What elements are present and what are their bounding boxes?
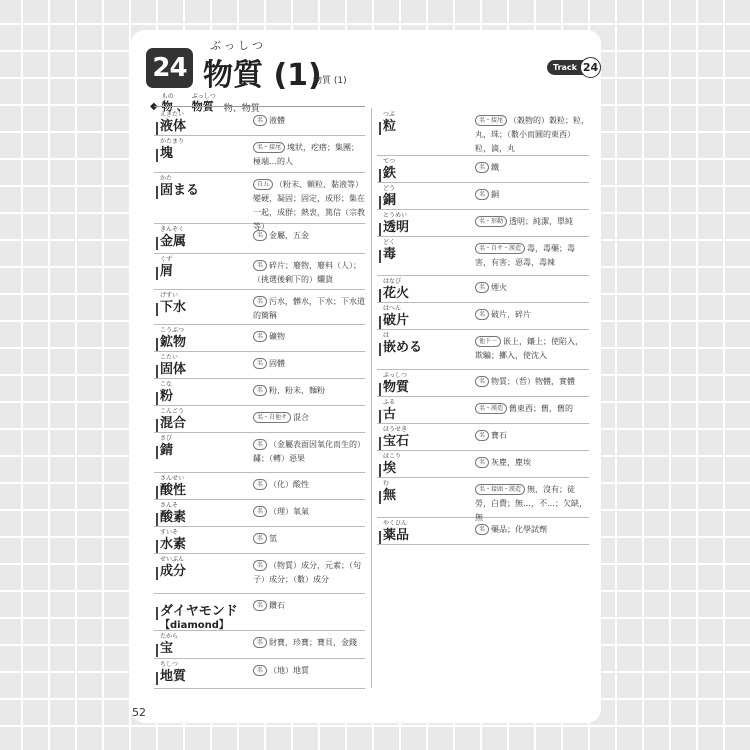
- part-of-speech-tag: 名: [475, 162, 489, 173]
- vocab-entry: [377, 155, 589, 183]
- entry-word: 固体: [160, 362, 187, 377]
- entry-meaning-text: （穀物的）穀粒；粒，丸，珠；（數小而圓的東西）粒，滴，丸: [475, 116, 590, 153]
- entry-ruby: こたい: [160, 354, 179, 361]
- entry-meaning-text: （物質）成分，元素；（句子）成分；（數）成分: [253, 561, 362, 584]
- entry-word: 固まる: [160, 183, 200, 198]
- entry-ruby: えきたい: [160, 111, 185, 118]
- vocab-entry: [154, 405, 365, 433]
- entry-headword: [160, 327, 186, 350]
- entry-meaning-text: （化）酸性: [269, 480, 310, 489]
- entry-headword: [160, 111, 186, 134]
- entry-meaning-text: 透明；純潔，單純: [509, 217, 574, 226]
- part-of-speech-tag: 名: [253, 358, 267, 369]
- entry-headword: [160, 633, 178, 656]
- entry-word: 液体: [160, 119, 187, 134]
- entry-meaning: [253, 438, 365, 466]
- vocab-entry: [154, 351, 365, 379]
- entry-meaning-text: 破片，碎片: [491, 310, 532, 319]
- entry-headword: [383, 453, 401, 476]
- entry-word: 屑: [160, 264, 174, 279]
- entry-word: 混合: [160, 416, 187, 431]
- entry-meaning: [253, 384, 365, 398]
- entry-headword: [383, 399, 396, 422]
- entry-marker: [156, 122, 158, 135]
- entry-headword: [160, 408, 186, 431]
- entry-word: 物質: [383, 380, 410, 395]
- entry-word: 酸素: [160, 510, 187, 525]
- entry-headword: [383, 278, 409, 301]
- entry-meaning-text: 鑽石: [269, 601, 286, 610]
- entry-meaning-text: 污水，髒水，下水；下水道的簡稱: [253, 297, 366, 320]
- entry-word: 鉱物: [160, 335, 187, 350]
- entry-headword: [383, 520, 409, 543]
- vocab-entry: [377, 477, 589, 522]
- part-of-speech-tag: 名・形動: [475, 216, 507, 227]
- entry-meaning-text: 物質；（哲）物體，實體: [491, 377, 576, 386]
- entry-headword: [160, 354, 186, 377]
- vocab-entry: [154, 499, 365, 527]
- vocab-entry: [154, 432, 365, 473]
- entry-meaning-text: 碎片；廢物，廢料（人）；（挑選後剩下的）爛貨: [253, 261, 362, 284]
- entry-ruby: ぶっしつ: [383, 372, 408, 379]
- entry-meaning: [253, 636, 365, 650]
- part-of-speech-tag: 名・漢造: [475, 403, 507, 414]
- part-of-speech-tag: 自五: [253, 179, 273, 190]
- entry-ruby: さんそ: [160, 502, 179, 509]
- vocab-entry: [377, 275, 589, 303]
- entry-headword: [160, 138, 184, 161]
- entry-ruby: かたまり: [160, 138, 185, 145]
- entry-headword: [383, 372, 409, 395]
- part-of-speech-tag: 名: [253, 230, 267, 241]
- entry-marker: [156, 540, 158, 553]
- entry-ruby: は: [383, 332, 390, 339]
- part-of-speech-tag: 名: [253, 331, 267, 342]
- entry-word: 水素: [160, 537, 187, 552]
- entry-ruby: さび: [160, 435, 173, 442]
- vocab-entry: [154, 630, 365, 659]
- part-of-speech-tag: 名・自サ・漢造: [475, 243, 525, 254]
- entry-meaning: [253, 532, 365, 546]
- entry-ruby: かた: [160, 175, 173, 182]
- entry-meaning: [253, 411, 365, 425]
- entry-headword: [160, 226, 186, 249]
- entry-marker: [379, 169, 381, 182]
- entry-word: 破片: [383, 313, 410, 328]
- entry-word: 古: [383, 407, 397, 422]
- entry-word: 下水: [160, 300, 187, 315]
- entry-ruby: こうぶつ: [160, 327, 185, 334]
- entry-meaning-text: 毒，毒藥；毒害，有害；惡毒，毒辣: [475, 244, 576, 267]
- entry-marker: [156, 567, 158, 580]
- section-word-text: 物質: [191, 100, 214, 113]
- entry-meaning: [253, 114, 365, 128]
- entry-headword: [383, 480, 396, 503]
- entry-ruby: やくひん: [383, 520, 408, 527]
- entry-ruby: [160, 596, 238, 604]
- entry-marker: [379, 410, 381, 423]
- entry-marker: [156, 513, 158, 526]
- vocab-entry: [377, 369, 589, 397]
- vocab-entry: [154, 108, 365, 136]
- part-of-speech-tag: 名: [475, 189, 489, 200]
- entry-word: 透明: [383, 220, 410, 235]
- title-ruby: ぶっしつ: [210, 39, 266, 52]
- vocab-entry: [154, 253, 365, 290]
- entry-meaning: [253, 229, 365, 243]
- entry-marker: [379, 196, 381, 209]
- entry-ruby: ちしつ: [160, 661, 179, 668]
- entry-meaning-text: 嵌上，鑲上；使陷入，欺騙；擲入，使沈入: [475, 337, 584, 360]
- entry-ruby: こんごう: [160, 408, 185, 415]
- entry-meaning: [253, 599, 365, 613]
- entry-meaning-text: 固體: [269, 359, 286, 368]
- entry-meaning-text: 財寶，珍寶；寶貝，金錢: [269, 638, 358, 647]
- entry-ruby: ほうせき: [383, 426, 408, 433]
- entry-word-origin: 【diamond】: [160, 620, 229, 631]
- part-of-speech-tag: 名・接尾: [475, 115, 507, 126]
- entry-meaning-text: 藥品；化學試劑: [491, 525, 548, 534]
- entry-meaning-text: 礦物: [269, 332, 286, 341]
- entry-ruby: はなび: [383, 278, 402, 285]
- entry-ruby: ほこり: [383, 453, 402, 460]
- entry-meaning: [253, 259, 365, 287]
- part-of-speech-tag: 名: [253, 560, 267, 571]
- part-of-speech-tag: 名: [253, 439, 267, 450]
- entry-headword: [160, 292, 186, 315]
- entry-headword: [383, 158, 396, 181]
- entry-meaning-text: 灰塵，塵埃: [491, 458, 532, 467]
- vocab-entry: [154, 658, 365, 689]
- part-of-speech-tag: 名: [475, 524, 489, 535]
- entry-meaning-text: 氫: [269, 534, 278, 543]
- part-of-speech-tag: 名: [475, 376, 489, 387]
- entry-meaning: [475, 308, 589, 322]
- entry-marker: [379, 464, 381, 477]
- entry-ruby: つぶ: [383, 111, 396, 118]
- part-of-speech-tag: 名: [253, 637, 267, 648]
- chapter-number: 24: [146, 48, 193, 88]
- entry-headword: [160, 596, 238, 633]
- entry-headword: [160, 502, 186, 525]
- entry-marker: [156, 149, 158, 162]
- section-word-ruby: もの: [161, 93, 174, 100]
- entry-marker: [379, 531, 381, 544]
- entry-ruby: とうめい: [383, 212, 408, 219]
- part-of-speech-tag: 名: [253, 533, 267, 544]
- entry-marker: [156, 672, 158, 685]
- entry-headword: [383, 185, 396, 208]
- part-of-speech-tag: 名: [475, 430, 489, 441]
- entry-headword: [160, 256, 173, 279]
- entry-meaning: [253, 505, 365, 519]
- entry-marker: [156, 392, 158, 405]
- entry-headword: [160, 475, 186, 498]
- track-badge: [547, 59, 601, 76]
- entry-ruby: すいそ: [160, 529, 179, 536]
- entry-ruby: どう: [383, 185, 396, 192]
- part-of-speech-tag: 名: [253, 665, 267, 676]
- entry-marker: [379, 122, 381, 135]
- entry-meaning: [253, 664, 365, 678]
- entry-meaning: [475, 402, 589, 416]
- part-of-speech-tag: 名: [253, 479, 267, 490]
- entry-word: 無: [383, 488, 397, 503]
- entry-word: 粉: [160, 389, 174, 404]
- entry-ruby: こな: [160, 381, 173, 388]
- entry-meaning-text: （理）氧氣: [269, 507, 310, 516]
- entry-word: ダイヤモンド: [160, 604, 238, 619]
- vocab-entry: [377, 423, 589, 451]
- entry-meaning-text: （金屬表面因氧化而生的）鏽；（轉）惡果: [253, 440, 366, 463]
- entry-ruby: どく: [383, 239, 396, 246]
- entry-marker: [379, 383, 381, 396]
- entry-meaning: [475, 281, 589, 295]
- entry-marker: [156, 419, 158, 432]
- entry-meaning: [475, 242, 589, 270]
- entry-meaning: [253, 478, 365, 492]
- column-divider: [371, 108, 372, 688]
- page-number: 52: [132, 706, 146, 719]
- entry-meaning-text: 混合: [293, 413, 310, 422]
- part-of-speech-tag: 名・接尾: [253, 142, 285, 153]
- entry-marker: [156, 365, 158, 378]
- entry-word: 成分: [160, 564, 187, 579]
- entry-marker: [156, 303, 158, 316]
- entry-word: 嵌める: [383, 340, 423, 355]
- entry-ruby: ふる: [383, 399, 396, 406]
- entry-ruby: きんぞく: [160, 226, 185, 233]
- entry-marker: [156, 237, 158, 250]
- part-of-speech-tag: 他下一: [475, 336, 501, 347]
- entry-word: 薬品: [383, 528, 410, 543]
- part-of-speech-tag: 名: [253, 600, 267, 611]
- entry-headword: [160, 175, 199, 198]
- entry-marker: [379, 250, 381, 263]
- entry-meaning-text: 粉，粉末，麵粉: [269, 386, 326, 395]
- entry-word: 宝石: [383, 434, 410, 449]
- entry-word: 塊: [160, 146, 174, 161]
- entry-meaning-text: （地）地質: [269, 666, 310, 675]
- entry-meaning-text: 鐵: [491, 163, 500, 172]
- entry-meaning: [475, 429, 589, 443]
- section-word-text: 物: [161, 100, 173, 113]
- entry-meaning: [475, 456, 589, 470]
- entry-ruby: くず: [160, 256, 173, 263]
- entry-marker: [379, 316, 381, 329]
- vocab-entry: [377, 209, 589, 237]
- entry-word: 宝: [160, 641, 174, 656]
- entry-marker: [156, 338, 158, 351]
- part-of-speech-tag: 名: [475, 309, 489, 320]
- entry-marker: [379, 223, 381, 236]
- entry-headword: [383, 239, 396, 262]
- entry-headword: [160, 556, 186, 579]
- entry-marker: [379, 437, 381, 450]
- part-of-speech-tag: 名: [475, 457, 489, 468]
- part-of-speech-tag: 名: [253, 260, 267, 271]
- entry-headword: [160, 381, 173, 404]
- section-separator: 、: [176, 100, 188, 113]
- entry-headword: [383, 212, 409, 235]
- entry-marker: [156, 607, 158, 620]
- entry-marker: [379, 343, 381, 356]
- entry-meaning-text: 寶石: [491, 431, 508, 440]
- entry-meaning-text: 金屬，五金: [269, 231, 310, 240]
- entry-meaning-text: 舊東西；舊，舊的: [509, 404, 574, 413]
- entry-headword: [160, 435, 173, 458]
- entry-meaning-text: （粉末、顆粒、黏液等）變硬，凝固；固定，成形；集在一起，成群；熱衷，篤信（宗教等）: [253, 180, 365, 231]
- entry-meaning: [475, 188, 589, 202]
- vocab-entry: [377, 450, 589, 478]
- entry-meaning-text: 塊狀，疙瘩；集團；極端…的人: [253, 143, 360, 166]
- track-number: 24: [580, 57, 601, 78]
- entry-headword: [383, 305, 409, 328]
- part-of-speech-tag: 名: [253, 296, 267, 307]
- entry-meaning: [475, 335, 589, 363]
- entry-meaning: [475, 114, 589, 156]
- entry-marker: [379, 491, 381, 504]
- diamond-icon: ◆: [150, 101, 158, 112]
- vocab-entry: [154, 526, 365, 554]
- entry-word: 花火: [383, 286, 410, 301]
- title-text: 物質: [203, 58, 263, 93]
- entry-word: 金属: [160, 234, 187, 249]
- vocab-entry: [154, 593, 365, 631]
- entry-headword: [383, 332, 422, 355]
- entry-ruby: む: [383, 480, 390, 487]
- entry-marker: [156, 644, 158, 657]
- vocab-entry: [377, 236, 589, 276]
- title-part: (1): [273, 58, 322, 93]
- entry-word: 錆: [160, 443, 174, 458]
- track-label: Track: [547, 60, 583, 75]
- entry-word: 地質: [160, 669, 187, 684]
- entry-meaning: [253, 357, 365, 371]
- entry-marker: [156, 486, 158, 499]
- entry-headword: [160, 661, 186, 684]
- part-of-speech-tag: 名: [475, 282, 489, 293]
- page-subtitle: 物質 (1): [313, 76, 347, 86]
- vocab-entry: [154, 135, 365, 173]
- vocab-entry: [377, 329, 589, 370]
- entry-marker: [156, 446, 158, 459]
- entry-meaning: [475, 161, 589, 175]
- entry-marker: [156, 186, 158, 199]
- entry-meaning-text: 液體: [269, 116, 286, 125]
- entry-meaning: [475, 523, 589, 537]
- vocab-entry: [154, 472, 365, 500]
- vocab-entry: [377, 302, 589, 330]
- entry-meaning-text: 無，沒有；徒勞，白費；無…，不…；欠缺，無: [475, 485, 587, 522]
- part-of-speech-tag: 名・接頭・漢造: [475, 484, 525, 495]
- section-meaning: 物、物質: [223, 104, 260, 114]
- entry-meaning: [253, 295, 365, 323]
- entry-ruby: たから: [160, 633, 179, 640]
- part-of-speech-tag: 名: [253, 506, 267, 517]
- vocab-entry: [154, 378, 365, 406]
- vocab-entry: [154, 324, 365, 352]
- entry-meaning: [475, 215, 589, 229]
- page-title: [203, 50, 322, 94]
- vocab-entry: [377, 182, 589, 210]
- entry-word: 粒: [383, 119, 397, 134]
- entry-word: 毒: [383, 247, 397, 262]
- entry-ruby: げすい: [160, 292, 179, 299]
- entry-meaning: [253, 141, 365, 169]
- vocab-entry: [154, 553, 365, 594]
- part-of-speech-tag: 名・自他サ: [253, 412, 291, 423]
- vocab-entry: [154, 223, 365, 254]
- entry-headword: [383, 111, 396, 134]
- entry-marker: [156, 267, 158, 280]
- entry-meaning: [253, 559, 365, 587]
- entry-meaning-text: 銅: [491, 190, 500, 199]
- vocab-entry: [154, 289, 365, 325]
- part-of-speech-tag: 名: [253, 115, 267, 126]
- entry-word: 銅: [383, 193, 397, 208]
- entry-headword: [383, 426, 409, 449]
- entry-word: 酸性: [160, 483, 187, 498]
- part-of-speech-tag: 名: [253, 385, 267, 396]
- vocab-entry: [377, 517, 589, 545]
- entry-meaning: [253, 330, 365, 344]
- entry-headword: [160, 529, 186, 552]
- entry-word: 埃: [383, 461, 397, 476]
- vocab-entry: [377, 108, 589, 156]
- entry-ruby: はへん: [383, 305, 402, 312]
- entry-ruby: せいぶん: [160, 556, 185, 563]
- section-word-ruby: ぶっしつ: [191, 93, 216, 100]
- entry-marker: [379, 289, 381, 302]
- entry-ruby: さんせい: [160, 475, 185, 482]
- entry-ruby: てつ: [383, 158, 396, 165]
- entry-meaning: [475, 375, 589, 389]
- entry-word: 鉄: [383, 166, 397, 181]
- entry-meaning-text: 煙火: [491, 283, 508, 292]
- vocab-entry: [377, 396, 589, 424]
